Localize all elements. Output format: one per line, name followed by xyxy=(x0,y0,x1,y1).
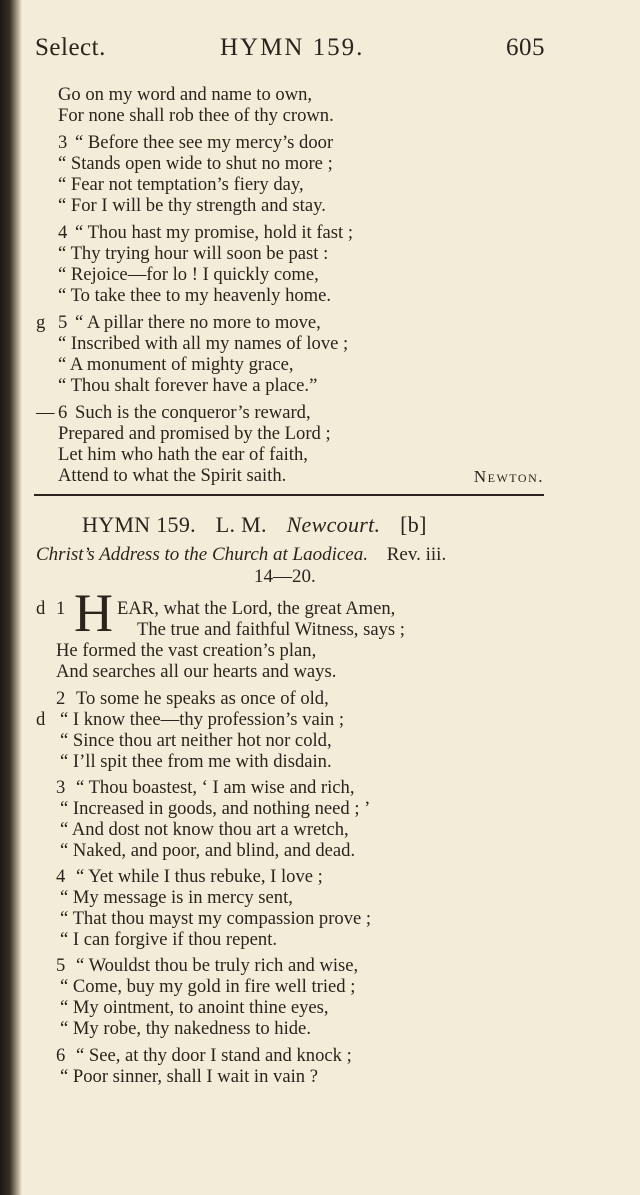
verse-line: To some he speaks as once of old, xyxy=(76,688,329,709)
stanza-number: 4 xyxy=(56,866,66,887)
verse-line: “ Naked, and poor, and blind, and dead. xyxy=(60,840,356,861)
hymn-subtitle: Christ’s Address to the Church at Laodicea. xyxy=(36,544,368,565)
verse-line: “ Thou shalt forever have a place.” xyxy=(58,375,318,396)
page-number: 605 xyxy=(506,34,545,61)
header-hymn-number: HYMN 159. xyxy=(220,34,365,61)
verse-line: For none shall rob thee of thy crown. xyxy=(58,105,334,126)
verse-line: “ And dost not know thou art a wretch, xyxy=(60,819,349,840)
verse-line: And searches all our hearts and ways. xyxy=(56,661,337,682)
dynamic-mark: — xyxy=(36,402,55,423)
verse-line: “ Since thou art neither hot nor cold, xyxy=(60,730,332,751)
verse-line: “ That thou mayst my compassion prove ; xyxy=(60,908,372,929)
verse-line: “ A monument of mighty grace, xyxy=(58,354,294,375)
verse-line: “ I know thee—thy profession’s vain ; xyxy=(60,709,345,730)
running-header xyxy=(35,34,545,68)
verse-line: “ My ointment, to anoint thine eyes, xyxy=(60,997,329,1018)
verse-line: “ Before thee see my mercy’s door xyxy=(75,132,334,153)
drop-cap: H xyxy=(74,583,113,643)
book-gutter xyxy=(0,0,22,1195)
scripture-reference: Rev. iii. xyxy=(386,544,447,565)
dynamic-mark: d xyxy=(36,598,46,619)
stanza-number: 4 xyxy=(58,222,68,243)
section-divider xyxy=(34,494,544,496)
verse-line: “ Fear not temptation’s fiery day, xyxy=(58,174,304,195)
stanza-number: 3 xyxy=(56,777,66,798)
verse-line: “ Thy trying hour will soon be past : xyxy=(58,243,329,264)
hymn-subtitle-line xyxy=(36,544,446,566)
verse-line: “ Yet while I thus rebuke, I love ; xyxy=(76,866,323,887)
verse-line: Prepared and promised by the Lord ; xyxy=(58,423,331,444)
verse-line: “ Thou boastest, ‘ I am wise and rich, xyxy=(76,777,355,798)
verse-line: “ A pillar there no more to move, xyxy=(75,312,321,333)
stanza-number: 3 xyxy=(58,132,68,153)
header-section: Select. xyxy=(35,34,106,61)
hymn-tune: Newcourt. xyxy=(286,512,381,537)
verse-line: Go on my word and name to own, xyxy=(58,84,313,105)
scripture-reference-cont: 14—20. xyxy=(254,566,316,587)
verse-line: “ To take thee to my heavenly home. xyxy=(58,285,332,306)
stanza-number: 1 xyxy=(56,598,66,619)
verse-line: “ Stands open wide to shut no more ; xyxy=(58,153,333,174)
stanza-number: 6 xyxy=(58,402,68,423)
hymn-meter: L. M. xyxy=(215,512,267,537)
verse-line: Attend to what the Spirit saith. xyxy=(58,465,287,486)
hymn-key: [b] xyxy=(400,512,427,537)
verse-line: Such is the conqueror’s reward, xyxy=(75,402,311,423)
verse-line: “ See, at thy door I stand and knock ; xyxy=(76,1045,352,1066)
stanza-number: 5 xyxy=(56,955,66,976)
verse-line: He formed the vast creation’s plan, xyxy=(56,640,317,661)
author-attribution: Newton. xyxy=(473,467,544,486)
verse-line: “ Increased in goods, and nothing need ; ’ xyxy=(60,798,371,819)
stanza-number: 5 xyxy=(58,312,68,333)
verse-line: EAR, what the Lord, the great Amen, xyxy=(117,598,396,619)
stanza-number: 2 xyxy=(56,688,66,709)
verse-line: “ My message is in mercy sent, xyxy=(60,887,293,908)
verse-line: “ My robe, thy nakedness to hide. xyxy=(60,1018,311,1039)
verse-line: “ Inscribed with all my names of love ; xyxy=(58,333,349,354)
dynamic-mark: g xyxy=(36,312,46,333)
verse-line: “ Come, buy my gold in fire well tried ; xyxy=(60,976,356,997)
verse-line: “ Wouldst thou be truly rich and wise, xyxy=(76,955,359,976)
verse-line: “ Poor sinner, shall I wait in vain ? xyxy=(60,1066,318,1087)
verse-line: Let him who hath the ear of faith, xyxy=(58,444,308,465)
verse-line: “ Rejoice—for lo ! I quickly come, xyxy=(58,264,319,285)
verse-line: The true and faithful Witness, says ; xyxy=(137,619,405,640)
stanza-number: 6 xyxy=(56,1045,66,1066)
verse-line: “ I’ll spit thee from me with disdain. xyxy=(60,751,332,772)
hymn-number: HYMN 159. xyxy=(82,512,196,537)
dynamic-mark: d xyxy=(36,709,46,730)
verse-line: “ For I will be thy strength and stay. xyxy=(58,195,326,216)
hymn-heading xyxy=(82,512,427,538)
verse-line: “ Thou hast my promise, hold it fast ; xyxy=(75,222,354,243)
verse-line: “ I can forgive if thou repent. xyxy=(60,929,278,950)
